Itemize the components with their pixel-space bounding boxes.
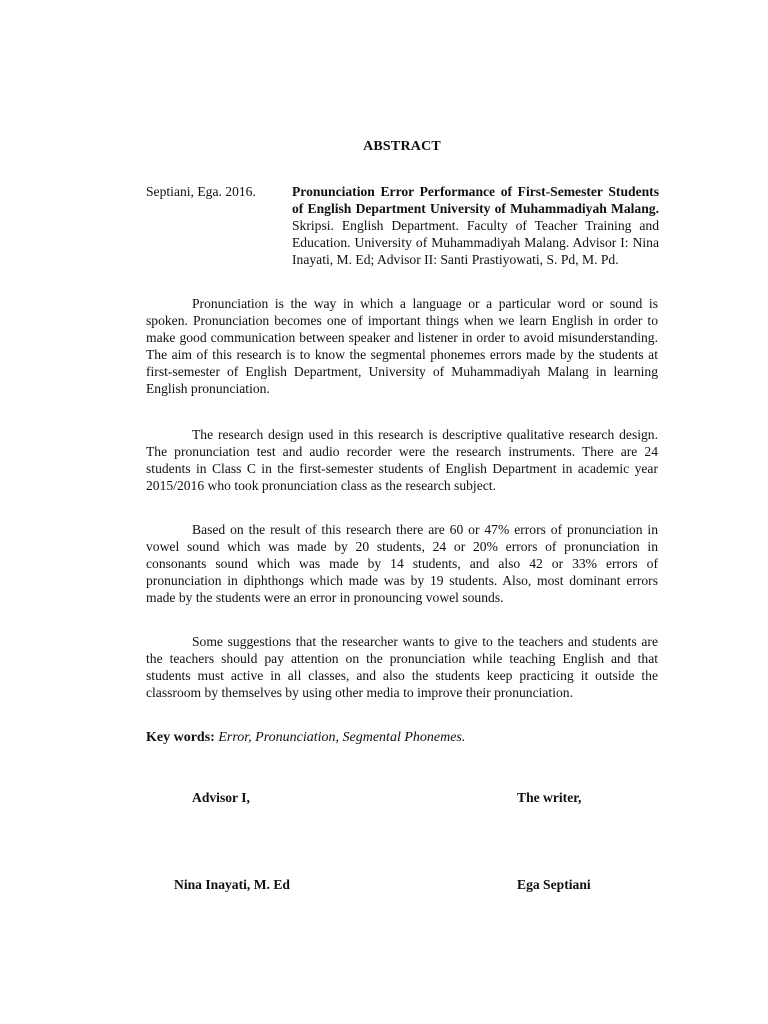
thesis-title: Pronunciation Error Performance of First-Semester Students of English Department University of Muhammadiyah Malang. — [292, 184, 659, 216]
abstract-paragraph: Some suggestions that the researcher wants to give to the teachers and students are the teachers should pay attention on the pronunciation while teaching English and that students must active in all classes, and also the students keep practicing it outside the classroom by themselves by using other media to improve their pronunciation. — [146, 634, 658, 700]
keywords-label: Key words: — [146, 730, 215, 745]
citation-details: Skripsi. English Department. Faculty of Teacher Training and Education. University of Muhammadiyah Malang. Advisor I: Nina Inayati, M. Ed; Advisor II: Santi Prastiyowati, S. Pd, M. Pd. — [292, 218, 659, 267]
abstract-paragraph: Pronunciation is the way in which a language or a particular word or sound is spoken. Pronunciation becomes one of important things when we learn English in order to make good communication between speaker and listener in order to avoid misunderstanding. The aim of this research is to know the segmental phonemes errors made by the students at first-semester of English Department, University of Muhammadiyah Malang in learning English pronunciation. — [146, 296, 658, 396]
writer-name: Ega Septiani — [517, 877, 591, 892]
advisor-name: Nina Inayati, M. Ed — [174, 877, 290, 892]
keywords-line — [146, 729, 658, 746]
abstract-title: ABSTRACT — [363, 139, 441, 154]
advisor-signature-label: Advisor I, — [192, 790, 250, 805]
keywords-value: Error, Pronunciation, Segmental Phonemes. — [214, 730, 466, 745]
abstract-paragraph: Based on the result of this research there are 60 or 47% errors of pronunciation in vowel sound which was made by 20 students, 24 or 20% errors of pronunciation in consonants sound which was made by 14 students, and also 42 or 33% errors of pronunciation in diphthongs which made was by 19 students. Also, most dominant errors made by the students were an error in pronouncing vowel sounds. — [146, 522, 658, 605]
citation-author-year: Septiani, Ega. 2016. — [146, 184, 256, 199]
writer-signature-label: The writer, — [517, 790, 582, 805]
citation-body — [292, 183, 659, 268]
abstract-paragraph: The research design used in this research is descriptive qualitative research design. The pronunciation test and audio recorder were the research instruments. There are 24 students in Class C in the first-semester students of English Department in academic year 2015/2016 who took pronunciation class as the research subject. — [146, 427, 658, 493]
